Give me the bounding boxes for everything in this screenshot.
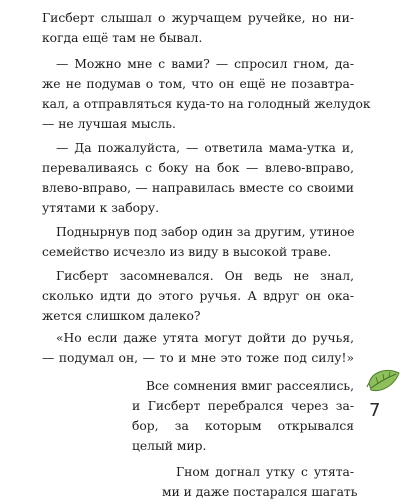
text-line: семейство исчезло из виду в высокой траве. [42,245,332,259]
text-line: ми и даже постарался шагать [162,485,358,499]
text-line: Гном догнал утку с утята- [176,465,354,479]
text-line: же не подумав о том, что он ещё не позавтра- [42,77,354,91]
text-line: сколько идти до этого ручья. А вдруг он ока- [42,289,354,303]
text-line: когда ещё там не бывал. [42,31,203,45]
text-line: «Но если даже утята могут дойти до ручья, [56,331,354,345]
text-line: влево-вправо, — направилась вместе со своими [42,181,354,195]
text-line: — подумал он, — то и мне это тоже под силу!» [42,351,354,365]
text-line: Гисберт слышал о журчащем ручейке, но ни- [42,11,354,25]
text-line: утятами к забору. [42,201,160,215]
text-line: целый мир. [132,439,207,453]
leaf-icon [366,366,402,396]
text-line: Гисберт засомневался. Он ведь не знал, [56,269,354,283]
text-line: жется слишком далеко? [42,309,201,323]
page-number: 7 [369,400,381,421]
text-line: кал, а отправляться куда-то на голодный желудок [42,97,371,111]
text-line: — Да пожалуйста, — ответила мама-утка и, [56,141,354,155]
text-line: и Гисберт перебрался через за- [132,399,354,413]
text-line: бор, за которым открывался [132,419,354,433]
text-line: — не лучшая мысль. [42,117,176,131]
text-line: — Можно мне с вами? — спросил гном, да- [56,57,354,71]
text-line: Поднырнув под забор один за другим, утиное [56,225,355,239]
text-line: переваливаясь с боку на бок — влево-вправо, [42,161,354,175]
text-line: Все сомнения вмиг рассеялись, [146,379,354,393]
